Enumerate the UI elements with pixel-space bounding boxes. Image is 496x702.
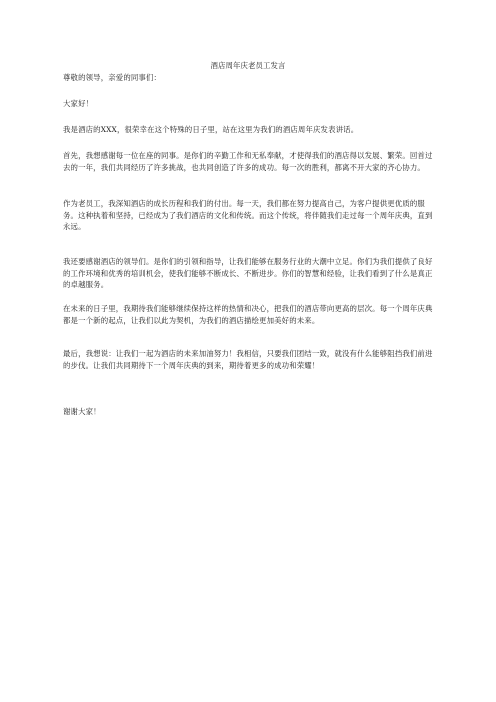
document-title: 酒店周年庆老员工发言 (210, 61, 286, 70)
paragraph-introduction: 我是酒店的XXX，很荣幸在这个特殊的日子里，站在这里为我们的酒店周年庆发表讲话。 (63, 125, 359, 134)
paragraph-thanks-colleagues: 首先，我想感谢每一位在座的同事。是你们的辛勤工作和无私奉献，才使得我们的酒店得以发展、繁荣。回首过去的一年，我们共同经历了许多挑战，也共同创造了许多的成功。每一次的胜利，都离不开大家的齐心协力。 (63, 151, 433, 172)
paragraph-future: 在未来的日子里，我期待我们能够继续保持这样的热情和决心，把我们的酒店带向更高的层次。每一个周年庆典都是一个新的起点，让我们以此为契机，为我们的酒店描绘更加美好的未来。 (63, 304, 433, 325)
paragraph-veteran-reflection: 作为老员工，我深知酒店的成长历程和我们的付出。每一天，我们都在努力提高自己，为客户提供更优质的服务。这种执着和坚持，已经成为了我们酒店的文化和传统。而这个传统，将伴随我们走过每一个周年庆典，直到永远。 (63, 199, 433, 232)
paragraph-thanks-leaders: 我还要感谢酒店的领导们。是你们的引领和指导，让我们能够在服务行业的大潮中立足。你们为我们提供了良好的工作环境和优秀的培训机会，使我们能够不断成长、不断进步。你们的智慧和经验，让我们看到了什么是真正的卓越服务。 (63, 257, 433, 290)
paragraph-final-words: 最后，我想说：让我们一起为酒店的未来加油努力！我相信，只要我们团结一致，就没有什么能够阻挡我们前进的步伐。让我们共同期待下一个周年庆典的到来，期待着更多的成功和荣耀！ (63, 349, 433, 370)
greeting: 大家好！ (63, 99, 94, 108)
closing-thanks: 谢谢大家！ (63, 407, 101, 416)
salutation: 尊敬的领导，亲爱的同事们： (63, 73, 162, 82)
